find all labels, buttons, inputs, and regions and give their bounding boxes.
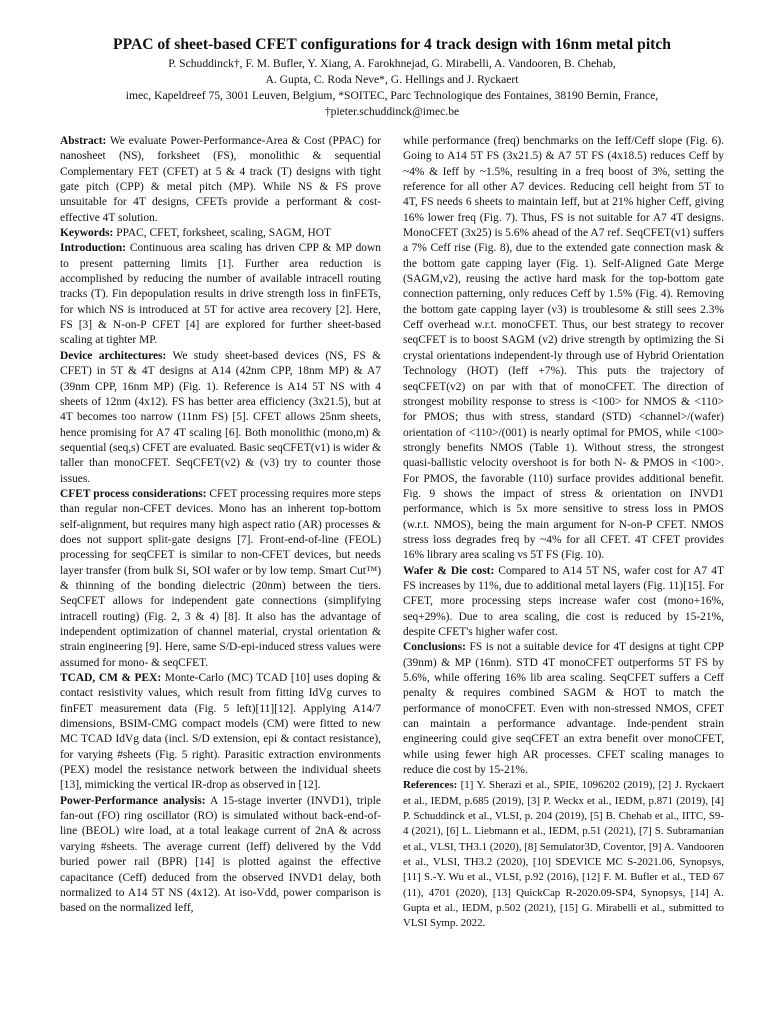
body-columns bbox=[60, 134, 724, 931]
wafer-die-cost-paragraph bbox=[403, 564, 724, 641]
tcad-paragraph bbox=[60, 671, 381, 794]
section-heading: Wafer & Die cost: bbox=[403, 564, 495, 577]
paper-title: PPAC of sheet-based CFET configurations for 4 track design with 16nm metal pitch bbox=[113, 36, 671, 53]
section-heading: References: bbox=[403, 779, 458, 792]
affiliation-line: imec, Kapeldreef 75, 3001 Leuven, Belgium, *SOITEC, Parc Technologique des Fontaines, 38190 Bernin, France, bbox=[125, 89, 659, 102]
paragraph-text: A 15-stage inverter (INVD1), triple fan-out (FO) ring oscillator (RO) is simulated without back-end-of-line (BEOL) wire load, at a total leakage current of 2nA & across varying #sheets. The average current (Ieff) delivered by the Vdd buried power rail (BPR) [14] is plotted against the effective capacitance (Ceff) deduced from the observed INVD1 delay, both normalized to A14 5T NS (4x12). At iso-Vdd, power comparison is based on the normalized Ieff, bbox=[60, 794, 381, 915]
paragraph-text: Compared to A14 5T NS, wafer cost for A7 4T FS increases by 11%, due to additional metal layers (Fig. 11)[15]. For CFET, more processing steps increase wafer cost (mono+16%, seq+29%). Due to area scaling, die cost is reduced by 15-21%, despite CFET's higher wafer cost. bbox=[403, 564, 724, 638]
section-heading: CFET process considerations: bbox=[60, 487, 207, 500]
paragraph-text: FS is not a suitable device for 4T designs at tight CPP (39nm) & MP (16nm). STD 4T monoCFET outperforms 5T FS by 5.6%, while offering 16% lib area scaling. SeqCFET suffers a Ceff penalty & requires combined SAGM & HOT to match the performance of monoCFET. Even with non-stressed NMOS, CFET can maintain a performance advantage. Inde-pendent strain engineering could give seqCFET an extra benefit over monoCFET, while using fewer high AR processes. CFET scaling manages to reduce die cost by 15-21%. bbox=[403, 641, 724, 777]
author-list-line-1: P. Schuddinck†, F. M. Bufler, Y. Xiang, A. Farokhnejad, G. Mirabelli, A. Vandooren, B. Chehab, bbox=[168, 57, 616, 70]
device-architectures-paragraph bbox=[60, 349, 381, 487]
contact-email: †pieter.schuddinck@imec.be bbox=[324, 105, 460, 118]
paragraph-text: PPAC, CFET, forksheet, scaling, SAGM, HOT bbox=[113, 227, 332, 240]
section-heading: Introduction: bbox=[60, 242, 126, 255]
references-paragraph bbox=[403, 778, 724, 931]
paragraph-text: Continuous area scaling has driven CPP & MP down to present patterning limits [1]. Further area reduction is accomplished by reducing the number of available intracell routing tracks (T). Fin depopulation results in drive strength loss in finFETs, for which NS is introduced at 5T for active area recovery [2]. Here, FS [3] & N-on-P CFET [4] are explored for further sheet-based scaling at tighter MP. bbox=[60, 242, 381, 347]
author-block bbox=[60, 56, 724, 120]
paragraph-text: We study sheet-based devices (NS, FS & CFET) in 5T & 4T designs at A14 (42nm CPP, 18nm MP) & A7 (39nm CPP, 16nm MP) (Fig. 1). Reference is A14 5T NS with 4 sheets of 12nm (4x12). FS has better area efficiency (3x21.5), but at 4T becomes too narrow (11nm FS) [5]. CFET allows 25nm sheets, hence promising for A7 4T scaling [6]. Both monolithic (mono,m) & sequential (seq,s) CFET are evaluated. Basic seqCFET(v1) is wider & taller than monoCFET. SeqCFET(v2) & (v3) try to counter those issues. bbox=[60, 349, 381, 485]
power-performance-paragraph bbox=[60, 794, 381, 917]
paragraph-text: We evaluate Power-Performance-Area & Cost (PPAC) for nanosheet (NS), forksheet (FS), monolithic & sequential Complementary FET (CFET) at 5 & 4 track (T) designs with tight gate pitch (CPP) & metal pitch (MP). While NS & FS prove unsuitable for 4T designs, CFETs provide a performant & cost-effective 4T solution. bbox=[60, 135, 381, 224]
section-heading: Conclusions: bbox=[403, 641, 466, 654]
section-heading: TCAD, CM & PEX: bbox=[60, 672, 162, 685]
paragraph-text: while performance (freq) benchmarks on the Ieff/Ceff slope (Fig. 6). Going to A14 5T FS (3x21.5) & A7 5T FS (4x18.5) reduces Ceff by ~4% & Ieff by ~1.5%, resulting in a freq boost of 3%, setting the reference for all other A7 devices. Reducing cell height from 5T to 4T, FS needs 6 sheets to maintain Ieff, but at 21% higher Ceff, giving 16% lower freq (Fig. 7). Thus, FS is not suitable for A7 4T designs. MonoCFET (3x25) is 5.6% ahead of the A7 ref. SeqCFET(v1) suffers a 7% Ceff rise (Fig. 8), due to the extended gate connection mask & the bottom gate capping layer (Fig. 1). Self-Aligned Gate Merge (SAGM,v2), reusing the active hard mask for the top-bottom gate connection patterning, only reduces Ceff by 1.5% (Fig. 4). Removing the bottom gate capping layer (v3) is troublesome & still sees 2.3% Ceff overhead w.r.t. monoCFET. Thus, our best strategy to recover seqCFET is to boost SAGM (v2) drive strength by optimizing the Si crystal orientations independent-ly through use of Hybrid Orientation Technology (HOT) (Ieff +7%). This puts the trajectory of seqCFET(v2) on par with that of monoCFET. The direction of strongest mobility response to stress is <100> for NMOS & <110> for PMOS; thus with stress, standard (STD) <channel>/(wafer) orientation of <110>/(001) is nearly optimal for PMOS, while <100> strongly benefits NMOS (Table 1). Without stress, the strongest quasi-ballistic velocity overshoot is for both N- & PMOS in <100>. For PMOS, the favorable (110) surface provides additional benefit. Fig. 9 shows the impact of stress & orientation on INVD1 performance, which is 5x more sensitive to stress loss in PMOS (w.r.t. NMOS), being the main argument for N-on-P CFET. NMOS stress loss degrades freq by ~4% for all CFET. 4T CFET provides 16% library area scaling vs 5T FS (Fig. 10). bbox=[403, 135, 724, 562]
conclusions-paragraph bbox=[403, 640, 724, 778]
performance-continued-paragraph bbox=[403, 134, 724, 564]
paragraph-text: Monte-Carlo (MC) TCAD [10] uses doping & contact resistivity values, which result from fitting IdVg curves to finFET measurement data (Fig. 5 left)[11][12]. Applying A14/7 dimensions, BSIM-CMG compact models (CM) were fitted to new MC TCAD IdVg data (incl. S/D extension, epi & contact resistance), for varying #sheets (Fig. 5 right). Parasitic extraction environments (PEX) model the resistance network between the individual sheets [13], mimicking the vertical IR-drop as observed in [12]. bbox=[60, 672, 381, 792]
author-list-line-2: A. Gupta, C. Roda Neve*, G. Hellings and J. Ryckaert bbox=[265, 73, 519, 86]
cfet-process-paragraph bbox=[60, 487, 381, 671]
keywords-paragraph bbox=[60, 226, 381, 241]
left-column bbox=[60, 134, 381, 931]
section-heading: Keywords: bbox=[60, 227, 114, 240]
section-heading: Abstract: bbox=[60, 135, 107, 147]
right-column bbox=[403, 134, 724, 931]
abstract-paragraph bbox=[60, 134, 381, 226]
paragraph-text: CFET processing requires more steps than regular non-CFET devices. Mono has an inherent top-bottom self-alignment, but requires many high aspect ratio (AR) processes & does not support split-gate designs [7]. Front-end-of-line (FEOL) processing for seqCFET is similar to non-CFET devices, but needs layer transfer (from bulk Si, SOI wafer or by low temp. Smart Cut™) & thinning of the bonding dielectric (20nm) between the tiers. SeqCFET allows for independent gate connections (simplifying intracell routing) (Fig. 2, 3 & 4) [8]. It also has the advantage of independent optimization of channel material, crystal orientation & strain engineering [9]. Here, same S/D-epi-induced stress values were assumed for mono- & seqCFET. bbox=[60, 487, 381, 669]
section-heading: Power-Performance analysis: bbox=[60, 794, 206, 807]
introduction-paragraph bbox=[60, 241, 381, 348]
section-heading: Device architectures: bbox=[60, 349, 167, 362]
references-text: [1] Y. Sherazi et al., SPIE, 1096202 (2019), [2] J. Ryckaert et al., IEDM, p.685 (2019), [3] P. Weckx et al., IEDM, p.871 (2019), [4] P. Schuddinck et al., VLSI, p. 204 (2019), [5] B. Chehab et al., IITC, S9-4 (2021), [6] L. Liebmann et al., IEDM, p.51 (2021), [7] S. Subramanian et al., VLSI, TH3.1 (2020), [8] Semulator3D, Coventor, [9] A. Vandooren et al., VLSI, TH3.2 (2020), [10] SDEVICE MC S-2021.06, Synopsys, [11] S.-Y. Wu et al., VLSI, p.92 (2016), [12] F. M. Bufler et al., TED 67 (11), 4701 (2020), [13] QuickCap R-2020.09-SP4, Synopsys, [14] A. Gupta et al., IEDM, p.502 (2021), [15] G. Mirabelli et al., submitted to VLSI Symp. 2022. bbox=[403, 779, 724, 930]
